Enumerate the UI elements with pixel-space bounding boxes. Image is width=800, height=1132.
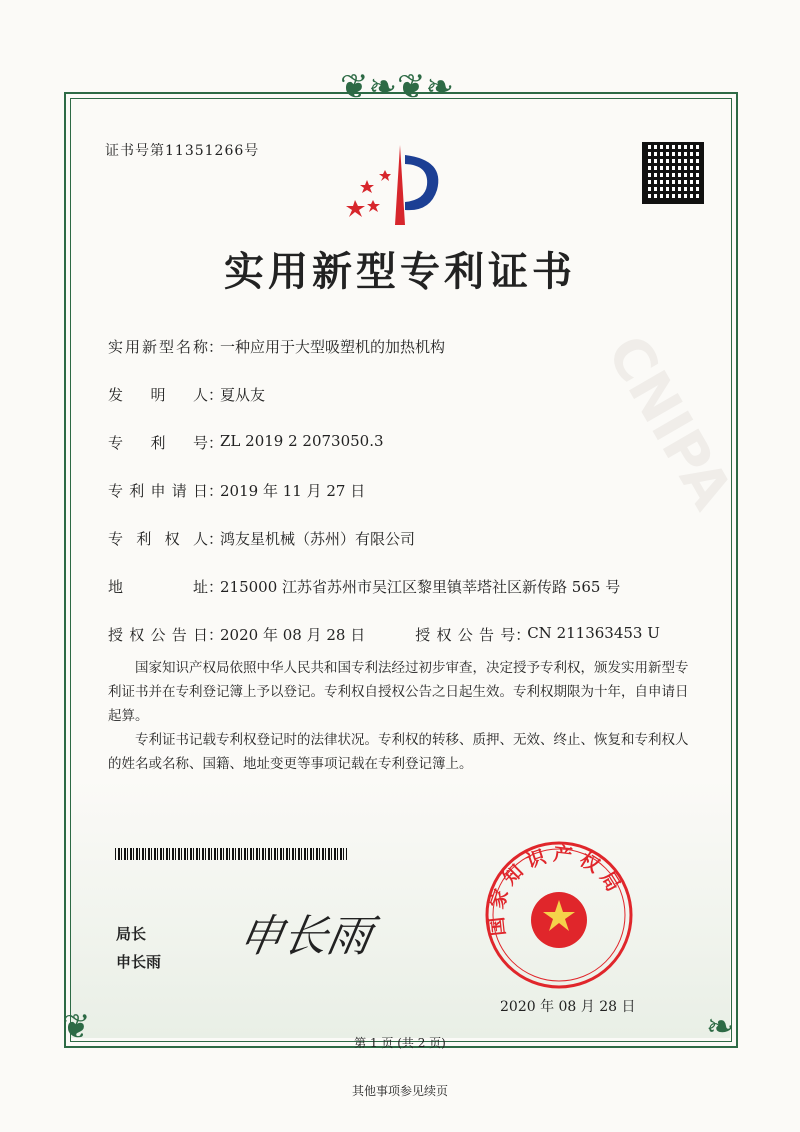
cnipa-logo <box>345 140 455 230</box>
qr-code <box>642 142 704 204</box>
statement-paragraph: 国家知识产权局依照中华人民共和国专利法经过初步审查，决定授予专利权，颁发实用新型专利证书并在专利登记簿上予以登记。专利权自授权公告之日起生效。专利权期限为十年，自申请日起算。 <box>108 660 689 724</box>
statement-paragraph: 专利证书记载专利权登记时的法律状况。专利权的转移、质押、无效、终止、恢复和专利权人的姓名或名称、国籍、地址变更等事项记载在专利登记簿上。 <box>108 732 689 772</box>
chief-title: 局长 <box>116 925 147 943</box>
field-patent-number: 专利号 ： ZL 2019 2 2073050.3 <box>108 432 384 452</box>
corner-ornament: ❦ <box>62 1007 91 1047</box>
official-seal <box>484 840 634 990</box>
page-number: 第 1 页 (共 2 页) <box>354 1036 446 1050</box>
seal-date: 2020 年 08 月 28 日 <box>500 999 636 1015</box>
certificate-title: 实用新型专利证书 <box>224 248 576 295</box>
signature: 申长雨 <box>234 911 376 962</box>
chief-block <box>116 920 161 976</box>
chief-name: 申长雨 <box>116 953 162 971</box>
certificate-statement <box>108 656 698 776</box>
field-grant-date: 授权公告日 ： 2020 年 08 月 28 日 授权公告号 ： CN 211363453 U <box>108 624 660 644</box>
barcode <box>115 848 347 860</box>
field-inventor: 发明人 ： 夏从友 <box>108 386 266 404</box>
field-name: 实用新型名称 ： 一种应用于大型吸塑机的加热机构 <box>108 338 446 356</box>
patent-fields <box>108 336 660 672</box>
top-ornament: ❦❧❦❧ <box>340 67 454 107</box>
certificate-number: 证书号第11351266号 <box>105 143 260 159</box>
footer-note: 其他事项参见续页 <box>351 1084 448 1098</box>
field-patentee: 专利权人 ： 鸿友星机械（苏州）有限公司 <box>108 530 416 548</box>
seal-text: 国家知识产权局 <box>485 842 628 938</box>
field-filing-date: 专利申请日 ： 2019 年 11 月 27 日 <box>108 482 366 500</box>
watermark: CNIPA <box>593 324 745 521</box>
corner-ornament: ❧ <box>706 1007 735 1047</box>
field-address: 地址 ： 215000 江苏省苏州市吴江区黎里镇莘塔社区新传路 565 号 <box>108 578 621 596</box>
